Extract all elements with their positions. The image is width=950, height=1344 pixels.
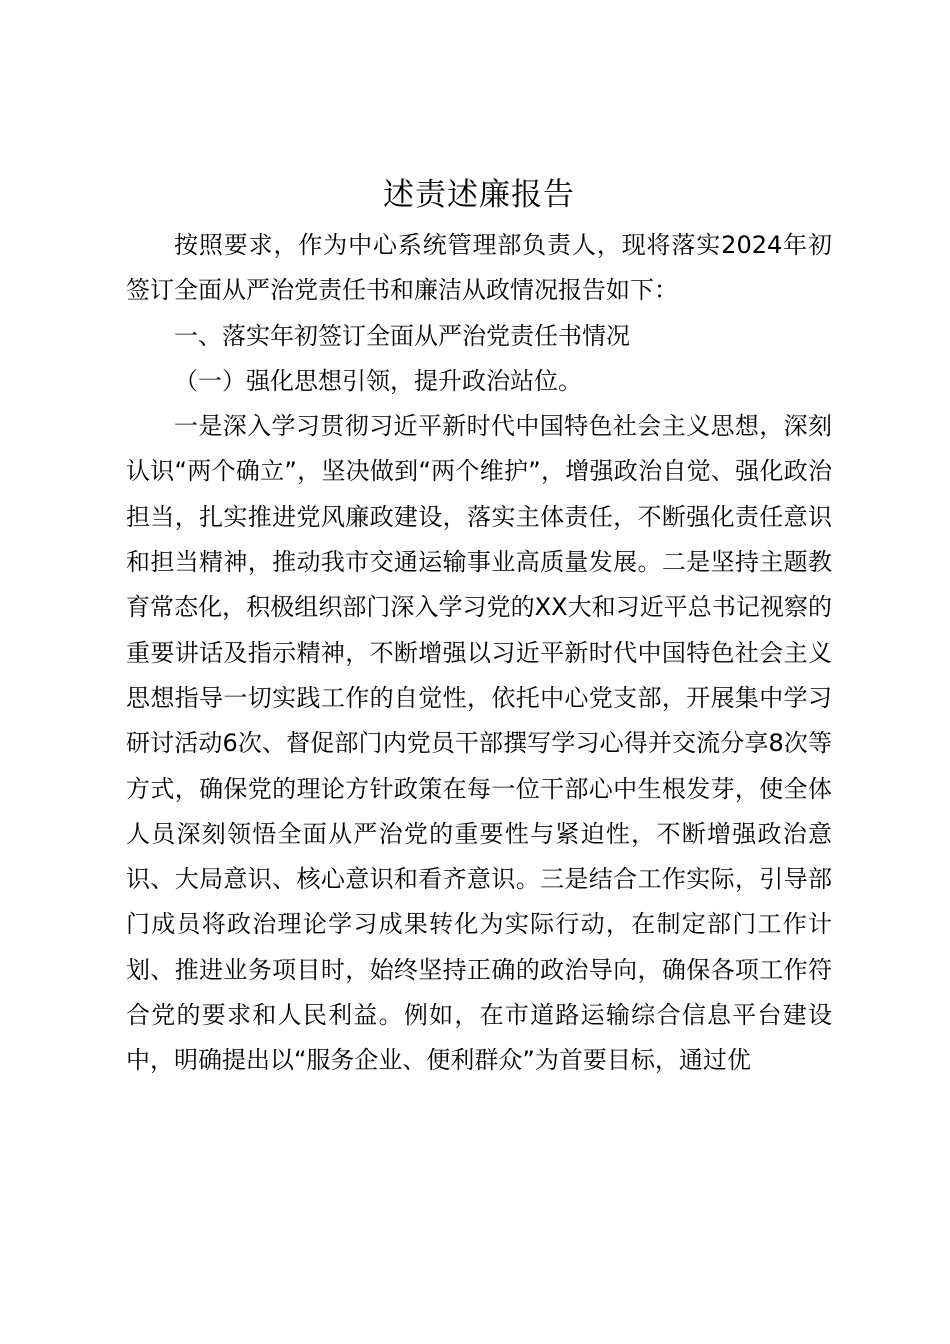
document-title: 述责述廉报告 [383,177,575,213]
subsection-heading: （一）强化思想引领，提升政治站位。 [174,366,582,395]
document-body [126,223,832,1084]
paragraph-intro: 按照要求，作为中心系统管理部负责人，现将落实2024年初签订全面从严治党责任书和廉洁从政情况报告如下： [126,231,832,305]
paragraph-body: 一是深入学习贯彻习近平新时代中国特色社会主义思想，深刻认识“两个确立”，坚决做到“两个维护”，增强政治自觉、强化政治担当，扎实推进党风廉政建设，落实主体责任，不断强化责任意识和担当精神，推动我市交通运输事业高质量发展。二是坚持主题教育常态化，积极组织部门深入学习党的XX大和习近平总书记视察的重要讲话及指示精神，不断增强以习近平新时代中国特色社会主义思想指导一切实践工作的自觉性，依托中心党支部，开展集中学习研讨活动6次、督促部门内党员干部撰写学习心得并交流分享8次等方式，确保党的理论方针政策在每一位干部心中生根发芽，使全体人员深刻领悟全面从严治党的重要性与紧迫性，不断增强政治意识、大局意识、核心意识和看齐意识。三是结合工作实际，引导部门成员将政治理论学习成果转化为实际行动，在制定部门工作计划、推进业务项目时，始终坚持正确的政治导向，确保各项工作符合党的要求和人民利益。例如，在市道路运输综合信息平台建设中，明确提出以“服务企业、便利群众”为首要目标，通过优 [126,412,832,1075]
section-heading: 一、落实年初签订全面从严治党责任书情况 [174,321,630,350]
